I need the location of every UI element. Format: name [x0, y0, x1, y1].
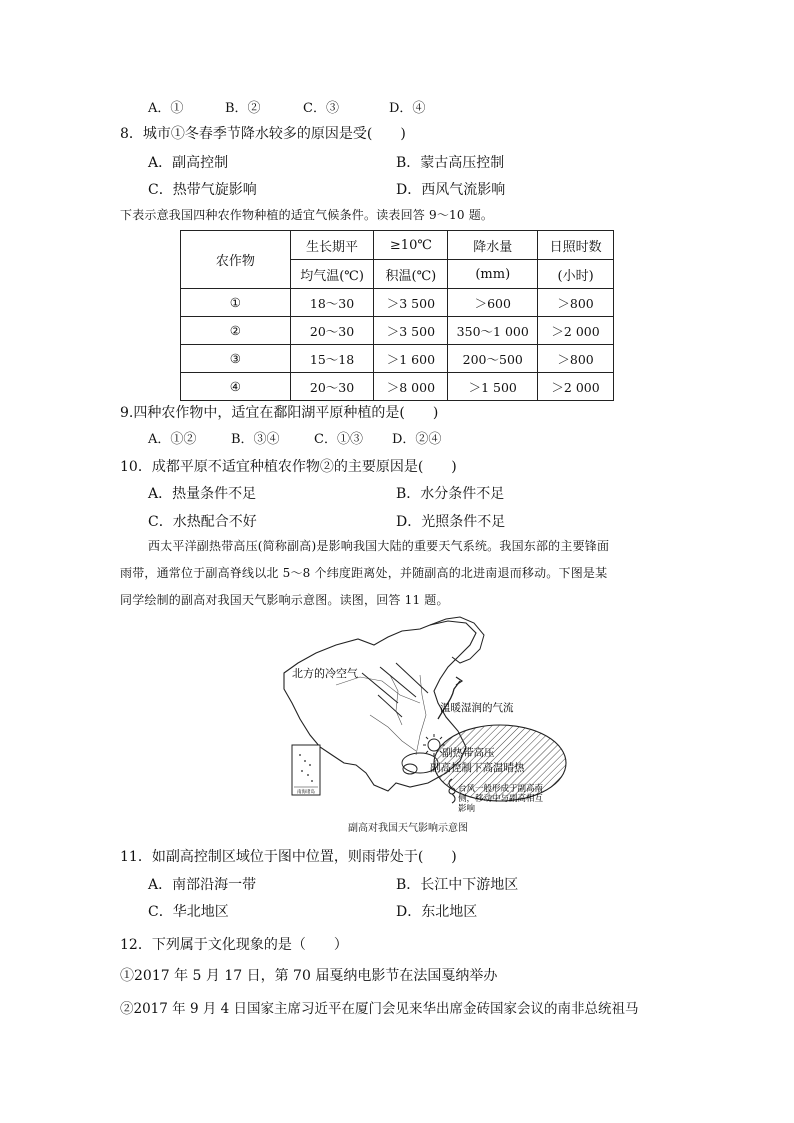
table-cell: ＞800 — [538, 345, 614, 373]
map-caption: 副高对我国天气影响示意图 — [348, 823, 468, 834]
passage-line-3: 同学绘制的副高对我国天气影响示意图。读图，回答 11 题。 — [120, 593, 449, 607]
table-cell: ＞1 500 — [448, 373, 538, 401]
q11-option-c: C．华北地区 — [148, 904, 229, 920]
table-cell: 18～30 — [290, 289, 374, 317]
south-china-sea-inset — [292, 745, 320, 795]
q8-option-b: B．蒙古高压控制 — [396, 155, 505, 171]
q10-option-d: D．光照条件不足 — [396, 514, 506, 530]
header-accum-1: ≥10℃ — [374, 231, 448, 260]
q9-option-b: B．③④ — [231, 432, 280, 447]
table-cell: 350～1 000 — [448, 317, 538, 345]
q10-option-c: C．水热配合不好 — [148, 514, 257, 530]
q11-option-a: A．南部沿海一带 — [148, 877, 257, 893]
q8-stem: 8．城市①冬春季节降水较多的原因是受( ) — [120, 126, 406, 142]
table-row — [181, 345, 614, 373]
table-row — [181, 317, 614, 345]
header-sun-1: 日照时数 — [538, 231, 614, 260]
header-temp-2: 均气温(℃) — [290, 260, 374, 289]
q12-stem: 12．下列属于文化现象的是（ ） — [120, 937, 348, 953]
table-cell: 20～30 — [290, 373, 374, 401]
passage-line-1: 西太平洋副热带高压(简称副高)是影响我国大陆的重要天气系统。我国东部的主要锋面 — [148, 539, 610, 553]
q11-option-b: B．长江中下游地区 — [396, 877, 519, 893]
q12-item-2: ②2017 年 9 月 4 日国家主席习近平在厦门会见来华出席金砖国家会议的南非总统祖马 — [120, 1001, 639, 1017]
table-cell: ＞800 — [538, 289, 614, 317]
table-cell: ＞8 000 — [374, 373, 448, 401]
header-precip-2: (mm) — [448, 260, 538, 289]
crop-climate-table — [180, 230, 614, 401]
q9-stem: 9.四种农作物中，适宜在鄱阳湖平原种植的是( ) — [120, 405, 439, 421]
q7-option-a: A．① — [148, 101, 184, 116]
label-cold-air: 北方的冷空气 — [292, 667, 358, 680]
label-high-control: 副高控制下高温晴热 — [430, 762, 525, 774]
q9-option-a: A．①② — [148, 432, 197, 447]
label-typhoon-2: 侧，移动中与副高相互 — [458, 794, 544, 804]
inset-label: 南海诸岛 — [297, 790, 315, 795]
header-accum-2: 积温(℃) — [374, 260, 448, 289]
table-header-row — [181, 231, 614, 260]
q7-option-b: B．② — [225, 101, 261, 116]
table-cell: 20～30 — [290, 317, 374, 345]
q8-option-d: D．西风气流影响 — [396, 182, 506, 198]
northeast-outline — [430, 617, 484, 663]
table-cell: 200～500 — [448, 345, 538, 373]
table-cell: ③ — [181, 345, 291, 373]
label-warm-air: 温暖湿润的气流 — [440, 702, 514, 714]
header-crop: 农作物 — [181, 231, 291, 289]
table-cell: ＞3 500 — [374, 289, 448, 317]
table-row — [181, 373, 614, 401]
table-cell: ＞3 500 — [374, 317, 448, 345]
table-intro: 下表示意我国四种农作物种植的适宜气候条件。读表回答 9～10 题。 — [120, 208, 494, 222]
label-typhoon-3: 影响 — [458, 804, 476, 814]
table-row — [181, 289, 614, 317]
table-cell: ＞2 000 — [538, 317, 614, 345]
q7-option-c: C．③ — [303, 101, 339, 116]
table-cell: ② — [181, 317, 291, 345]
q11-stem: 11．如副高控制区域位于图中位置，则雨带处于( ) — [120, 849, 457, 865]
q8-option-a: A．副高控制 — [148, 155, 229, 171]
table-cell: ＞600 — [448, 289, 538, 317]
table-cell: ④ — [181, 373, 291, 401]
q10-stem: 10．成都平原不适宜种植农作物②的主要原因是( ) — [120, 459, 457, 475]
label-typhoon-1: 台风一般形成于副高南 — [458, 784, 544, 794]
header-precip-1: 降水量 — [448, 231, 538, 260]
subtropical-high-map — [270, 615, 570, 820]
q11-option-d: D．东北地区 — [396, 904, 478, 920]
table-cell: ① — [181, 289, 291, 317]
q12-item-1: ①2017 年 5 月 17 日，第 70 届戛纳电影节在法国戛纳举办 — [120, 968, 498, 984]
q9-option-d: D．②④ — [392, 432, 442, 447]
passage-line-2: 雨带，通常位于副高脊线以北 5～8 个纬度距离处，并随副高的北进南退而移动。下图是某 — [120, 566, 608, 580]
q10-option-b: B．水分条件不足 — [396, 486, 505, 502]
table-cell: 15～18 — [290, 345, 374, 373]
q7-option-d: D．④ — [389, 101, 426, 116]
header-temp-1: 生长期平 — [290, 231, 374, 260]
q10-option-a: A．热量条件不足 — [148, 486, 257, 502]
q8-option-c: C．热带气旋影响 — [148, 182, 257, 198]
label-subtropical-high: 副热带高压 — [442, 747, 495, 759]
table-cell: ＞1 600 — [374, 345, 448, 373]
header-sun-2: (小时) — [538, 260, 614, 289]
q9-option-c: C．①③ — [314, 432, 363, 447]
table-cell: ＞2 000 — [538, 373, 614, 401]
